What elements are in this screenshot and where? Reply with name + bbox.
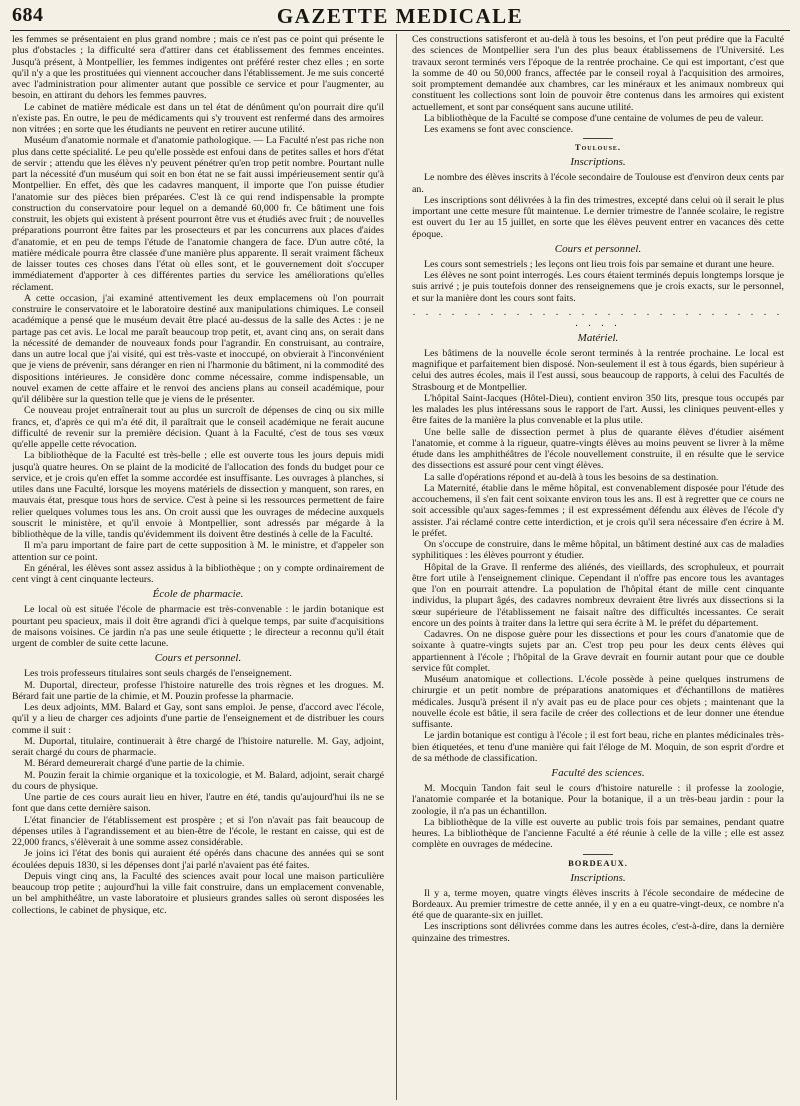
paragraph: M. Pouzin ferait la chimie organique et la toxicologie, et M. Balard, adjoint, serait chargé du cours de physique. [12, 769, 384, 792]
paragraph: Les trois professeurs titulaires sont seuls chargés de l'enseignement. [24, 668, 292, 680]
paragraph: M. Mocquin Tandon fait seul le cours d'histoire naturelle : il professe la zoologie, l'anatomie comparée et la botanique. Pour la botanique, il a un très-beau jardin : pour la zoologie, il n'a pas un échantillon. [412, 783, 784, 817]
paragraph: En général, les élèves sont assez assidus à la bibliothèque ; on y compte ordinairement de cent vingt à cent cinquante lecteurs. [12, 562, 384, 585]
section-heading: Faculté des sciences. [551, 767, 645, 779]
paragraph: Les examens se font avec conscience. [424, 124, 574, 135]
paragraph: A cette occasion, j'ai examiné attentivement les deux emplacemens où l'on pourrait construire le conservatoire et le laboratoire destiné aux manipulations chimiques. Le conseil académique a pensé que le muséum devait être placé au-dessus de la salle des Actes : je ne partage pas cet avis. Le local me paraît beaucoup trop petit, et, avant cinq ans, on serait dans la nécessité de demander de nouveaux fonds pour l'agrandir. En construisant, au contraire, dans un autre local que j'ai visité, qui est très-vaste et inoccupé, on obvierait à l'inconvénient que je viens de prévenir, sans déranger en rien ni l'harmonie du bâtiment, ni la commodité des dispositions intérieures. Je considère donc comme nécessaire, comme indispensable, un nouvel examen de cette affaire et le renvoi des anciens plans au conseil académique, pour qu'il délibère sur la question telle que je viens de le présenter. [12, 292, 384, 405]
section-heading: École de pharmacie. [152, 588, 244, 601]
paragraph: Une belle salle de dissection permet à plus de quarante élèves d'étudier aisément l'anatomie, et comme à la rigueur, quatre-vingts élèves au moins peuvent se livrer à la même étude dans les amphithéâtres de l'école nouvellement construite, il en résulte que le service des dissections est assuré pour cent vingt élèves. [412, 426, 784, 472]
city-heading: BORDEAUX. [568, 857, 628, 868]
paragraph: La Maternité, établie dans le même hôpital, est convenablement disposée pour l'étude des accouchemens, il s'en fait cent soixante environ tous les ans. Il est à regretter que ce cours ne soit accessible qu'aux sages-femmes ; il est expressément défendu aux élèves de l'école d'y assister. J'ai réclamé contre cette interdiction, et je crois qu'il sera nécessaire d'en écrire à M. le préfet. [412, 482, 784, 539]
left-column [12, 34, 384, 1100]
column-divider [396, 34, 397, 1100]
paragraph: L'état financier de l'établissement est prospère ; et si l'on n'avait pas fait beaucoup de dépenses utiles à l'agrandissement et au bien-être de l'école, le restant en caisse, qui est de 22,000 francs, s'élèverait à une somme assez considérable. [12, 814, 384, 848]
separator [583, 854, 613, 855]
paragraph: Ces constructions satisferont et au-delà à tous les besoins, et l'on peut prédire que la Faculté des sciences de Montpellier sera l'un des plus beaux établissemens de l'Université. Les travaux seront terminés vers l'époque de la rentrée prochaine. Ce qui est important, c'est que la somme de 40 ou 50,000 francs, affectée par le conseil royal à l'acquisition des armoires, soit promptement demandée aux chambres, car les minéraux et les animaux nombreux qui constituent les collections sont loin de pouvoir être contenus dans les armoires qui existent actuellement, et sont par conséquent sans aucune utilité. [412, 34, 784, 113]
paragraph: Une partie de ces cours aurait lieu en hiver, l'autre en été, tandis qu'aujourd'hui ils ne se font que dans cette dernière saison. [12, 792, 384, 815]
paragraph: Les inscriptions sont délivrées à la fin des trimestres, excepté dans celui où il serait le plus important une cette mesure fût maintenue. Le dernier trimestre de l'année scolaire, le registre est ouvert du 1er au 15 juillet, en sorte que les élèves peuvent entrer en vacances dès cette époque. [412, 194, 784, 240]
paragraph: Les deux adjoints, MM. Balard et Gay, sont sans emploi. Je pense, d'accord avec l'école, qu'il y a lieu de charger ces adjoints d'une partie de l'enseignement et de distribuer les cours comme il suit : [12, 702, 384, 736]
paragraph: On s'occupe de construire, dans le même hôpital, un bâtiment destiné aux cas de maladies syphilitiques : les élèves pourront y étudier. [412, 539, 784, 562]
ellipsis-row: . . . . . . . . . . . . . . . . . . . . . . . . . . . . . . . . . [412, 306, 784, 329]
paragraph: Cadavres. On ne dispose guère pour les dissections et pour les cours d'anatomie que de soixante à quatre-vingts sujets par an. C'est trop peu pour les deux cents élèves qui appartiennent à l'école ; l'hôpital de la Grave devrait en fournir autant pour que ce double service fût complet. [412, 629, 784, 674]
paragraph: Le cabinet de matière médicale est dans un tel état de dénûment qu'on pourrait dire qu'il n'existe pas. En outre, le peu de médicaments qui s'y trouvent est renfermé dans des armoires non vitrées ; en sorte que les étudiants ne peuvent en retirer aucune utilité. [12, 101, 384, 135]
section-heading: Inscriptions. [570, 871, 626, 884]
paragraph: Les cours sont semestriels ; les leçons ont lieu trois fois par semaine et durant une heure. [424, 258, 775, 270]
paragraph: Il y a, terme moyen, quatre vingts élèves inscrits à l'école secondaire de médecine de Bordeaux. Au premier trimestre de cette année, il y en a eu quatre-vingt-deux, ce nombre n'a été que de quarante-six en juillet. [412, 887, 784, 921]
paragraph: M. Duportal, titulaire, continuerait à être chargé de l'histoire naturelle. M. Gay, adjoint, serait chargé du cours de pharmacie. [12, 735, 384, 758]
section-heading: Matériel. [577, 331, 619, 344]
paragraph: La bibliothèque de la ville est ouverte au public trois fois par semaines, pendant quatre heures. La bibliothèque de l'ancienne Faculté a été réunie à celle de la ville ; elle est assez complète en ouvrages de médecine. [412, 816, 784, 851]
paragraph: La bibliothèque de la Faculté est très-belle ; elle est ouverte tous les jours depuis midi jusqu'à quatre heures. On se plaint de la modicité de l'allocation des fonds du budget pour ce service, et je crois qu'en effet la somme accordée est insuffisante. Les ouvrages à planches, si utiles dans une Faculté, lorsque les moyens matériels de dissection y manquent, son rares, en mauvais état, presque tous hors de service. C'est à peine si les ressources permettent de faire relier quelques volumes tous les ans. On croit aussi que les ouvrages de médecine auxquels souscrit le ministère, et qu'il envoie à Montpellier, sont adressés par mégarde à la bibliothèque de la ville, tandis qu'évidemment ils doivent être destinés à celle de la Faculté. [12, 450, 384, 540]
paragraph: Muséum d'anatomie normale et d'anatomie pathologique. — La Faculté n'est pas riche non plus dans cette spécialité. Le peu qu'elle possède est enfoui dans de petites salles et hors d'état de servir ; attendu que les élèves n'y peuvent pénétrer qu'en trop petit nombre. Pourtant nulle part la nécessité d'un muséum qui soit en bon état ne se fait aussi impérieusement sentir qu'à Montpellier. En effet, dès que les cadavres manquent, il importe que l'on puisse étudier l'anatomie sur des pièces bien préparées. C'est là ce qui rend indispensable la prompte construction du conservatoire pour lequel on a demandé 60,000 fr. Ce bâtiment une fois construit, les objets qui existent à présent pourront être vus et étudiés avec fruit ; de nouvelles préparations pourront être faites par les prosecteurs et par les concurrens aux places d'aides d'anatomie, et en peu de temps l'étude de l'anatomie changera de face. D'un autre côté, la matière médicale pourra être classée d'une manière plus apparente. Il serait vraiment fâcheux de laisser toutes ces choses dans l'état où elles sont, et le gouvernement doit s'occuper immédiatement d'apporter à ces différentes parties du service les améliorations qu'elles réclament. [12, 135, 384, 293]
paragraph: Depuis vingt cinq ans, la Faculté des sciences avait pour local une maison particulière beaucoup trop petite ; aujourd'hui la ville fait construire, dans un emplacement convenable, un bel amphithéâtre, un vaste laboratoire et plusieurs grandes salles où seront disposées les collections, le cabinet de physique, etc. [12, 870, 384, 916]
paragraph: Le jardin botanique est contigu à l'école ; il est fort beau, riche en plantes médicinales très-bien étiquetées, et tenu d'une manière qui fait l'éloge de M. Moquin, de son esprit d'ordre et de sa méthode de classification. [412, 730, 784, 764]
paragraph: Le nombre des élèves inscrits à l'école secondaire de Toulouse est d'environ deux cents par an. [412, 172, 784, 195]
paragraph: Ce nouveau projet entraînerait tout au plus un surcroît de dépenses de cinq ou six mille francs, et, d'après ce qui m'a été dit, il paraîtrait que le conseil académique ne ferait aucune difficulté de revenir sur la première décision. Quant à la Faculté, c'est de tous ses vœux qu'elle appelle cette révocation. [12, 405, 384, 450]
paragraph: Hôpital de la Grave. Il renferme des aliénés, des vieillards, des scrophuleux, et pourrait être fort utile à l'enseignement clinique. Cependant il n'offre pas encore tous les avantages que l'on en pourrait attendre. La population de l'hôpital étant de mille cent cinquante individus, la plupart âgés, des cadavres nombreux devraient être livrés aux dissections si la sœur supérieure de l'établissement ne faisait naître des difficultés incessantes. Ce serait encore un des points à traiter dans la lettre qui sera écrite à M. le préfet du département. [412, 561, 784, 629]
section-heading: Cours et personnel. [554, 242, 642, 255]
paragraph: Les bâtimens de la nouvelle école seront terminés à la rentrée prochaine. Le local est magnifique et parfaitement bien disposé. Non-seulement il est à tous égards, bien supérieur à celui des autres écoles, mais il l'est aussi, sous beaucoup de rapports, à celui des Facultés de Strasbourg et de Montpellier. [412, 347, 784, 393]
paragraph: L'hôpital Saint-Jacques (Hôtel-Dieu), contient environ 350 lits, presque tous occupés par les malades les plus intéressans sous le rapport de l'art. Aussi, les cliniques peuvent-elles y être faites de la manière la plus convenable et la plus utile. [412, 392, 784, 427]
paragraph: Les élèves ne sont point interrogés. Les cours étaient terminés depuis longtemps lorsque je suis arrivé ; je puis toutefois donner des renseignemens que je crois exacts, sur le personnel, et sur la manière dont les cours sont faits. [412, 270, 784, 304]
section-heading: Cours et personnel. [154, 652, 242, 665]
paragraph: M. Bérard demeurerait chargé d'une partie de la chimie. [24, 758, 245, 770]
paragraph: Muséum anatomique et collections. L'école possède à peine quelques instrumens de chirurgie et un petit nombre de préparations anatomiques et d'échantillons de matières médicales. Jusqu'à présent il n'y avait pas eu de place pour ces objets ; maintenant que la nouvelle école est bâtie, il sera facile de créer des collections et de leur donner une étendue suffisante. [412, 674, 784, 730]
paragraph: Le local où est située l'école de pharmacie est très-convenable : le jardin botanique est pourtant peu spacieux, mais il doit être agrandi d'ici à quelque temps, par suite d'acquisitions de maisons voisines. Ce jardin n'a pas une seule étiquette ; le directeur a reconnu qu'il était urgent de combler de suite cette lacune. [12, 604, 384, 649]
page-number: 684 [12, 4, 44, 26]
paragraph: Je joins ici l'état des bonis qui auraient été opérés dans chacune des années qui se sont écoulées depuis 1830, si les dépenses dont j'ai parlé n'avaient pas été faites. [12, 848, 384, 871]
paragraph: Les inscriptions sont délivrées comme dans les autres écoles, c'est-à-dire, dans la dernière quinzaine des trimestres. [412, 921, 784, 944]
paragraph: La bibliothèque de la Faculté se compose d'une centaine de volumes de peu de valeur. [424, 112, 764, 124]
paragraph: M. Duportal, directeur, professe l'histoire naturelle des trois règnes et les drogues. M. Bérard fait une partie de la chimie, et M. Pouzin professe la pharmacie. [12, 679, 384, 702]
paragraph: Il m'a paru important de faire part de cette supposition à M. le ministre, et d'appeler son attention sur ce point. [12, 540, 384, 563]
paragraph: La salle d'opérations répond et au-delà à tous les besoins de sa destination. [424, 471, 719, 483]
section-heading: Inscriptions. [570, 156, 626, 169]
paragraph: les femmes se présentaient en plus grand nombre ; mais ce n'est pas ce point qui présente le plus d'obstacles ; la difficulté sera d'attirer dans cet établissement des femmes enceintes. Jusqu'à présent, à Montpellier, les femmes indigentes ont préféré rester chez elles ; en sorte qu'il n'y a que les prostituées qui viennent accoucher dans l'établissement. Je me suis concerté avec l'administration pour alimenter autant que possible ce service et pour l'augmenter, au besoin, en attirant du dehors les femmes pauvres. [12, 34, 384, 102]
separator [583, 138, 613, 139]
page-header [10, 4, 790, 31]
city-heading: Toulouse. [574, 142, 622, 153]
journal-title: GAZETTE MEDICALE [276, 4, 524, 28]
right-column [412, 34, 784, 1100]
